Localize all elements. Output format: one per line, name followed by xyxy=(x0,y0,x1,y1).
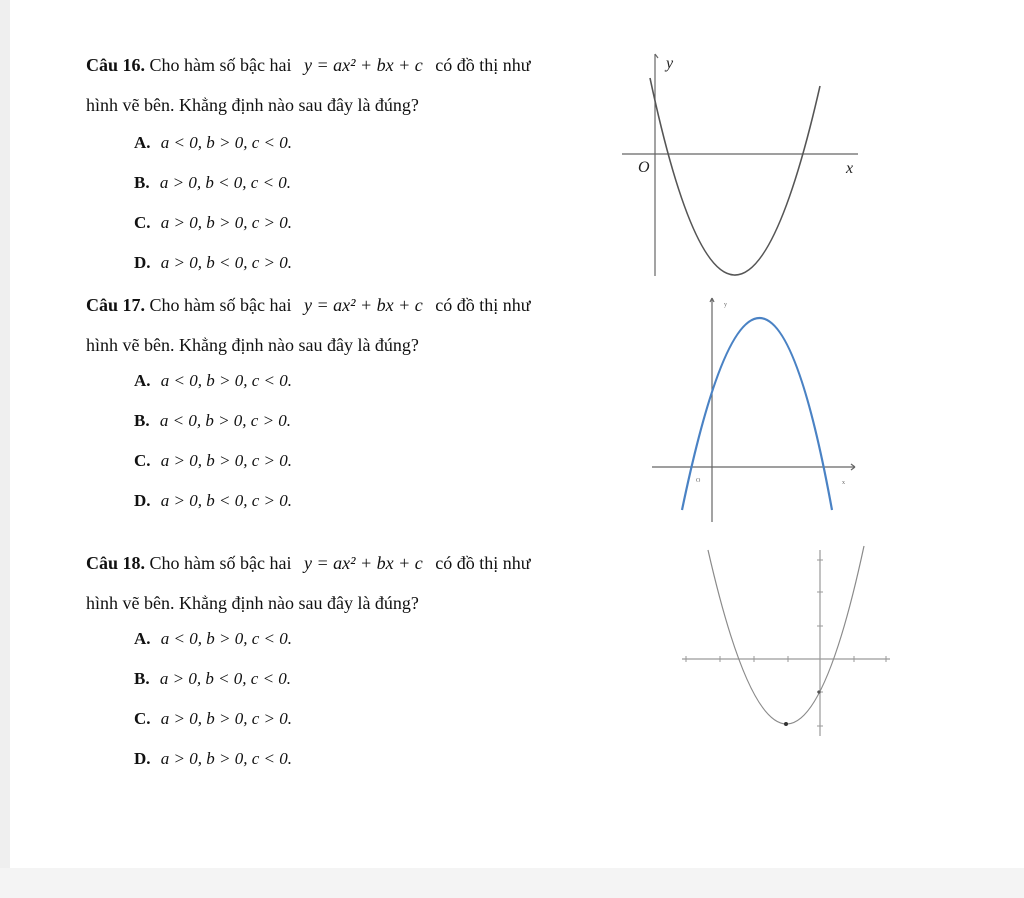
q16-stem-line2: hình vẽ bên. Khẳng định nào sau đây là đúng? xyxy=(86,95,419,115)
q18-option-d[interactable] xyxy=(134,748,292,770)
q17-option-a-label: A. xyxy=(134,371,151,390)
q16-option-d-text: a > 0, b < 0, c > 0. xyxy=(160,253,292,272)
q17-equation: y = ax² + bx + c xyxy=(304,295,423,315)
q18-vertex-point xyxy=(784,722,788,726)
q18-parabola xyxy=(708,546,864,724)
q16-option-b-text: a > 0, b < 0, c < 0. xyxy=(159,173,292,192)
q18-y-intercept-point xyxy=(817,690,820,693)
q18-stem-line2: hình vẽ bên. Khẳng định nào sau đây là đúng? xyxy=(86,593,419,613)
q18-stem-text: Cho hàm số bậc hai xyxy=(149,553,292,573)
q18-number: Câu 18. xyxy=(86,553,146,573)
q17-option-c-label: C. xyxy=(134,451,151,470)
q17-option-c-text: a > 0, b > 0, c > 0. xyxy=(160,451,292,470)
q18-equation: y = ax² + bx + c xyxy=(304,553,423,573)
q18-option-c-text: a > 0, b > 0, c > 0. xyxy=(160,709,292,728)
q18-option-c-label: C. xyxy=(134,709,151,728)
q17-option-a-text: a < 0, b > 0, c < 0. xyxy=(160,371,292,390)
q16-number: Câu 16. xyxy=(86,55,146,75)
q18-option-b-text: a > 0, b < 0, c < 0. xyxy=(159,669,292,688)
q17-option-b-label: B. xyxy=(134,411,150,430)
q16-option-a-text: a < 0, b > 0, c < 0. xyxy=(160,133,292,152)
q18-stem-line1 xyxy=(86,552,531,574)
q17-option-b-text: a < 0, b > 0, c > 0. xyxy=(159,411,292,430)
q18-option-a-text: a < 0, b > 0, c < 0. xyxy=(160,629,292,648)
q16-parabola xyxy=(650,78,820,275)
q18-option-d-label: D. xyxy=(134,749,151,768)
q16-stem-line1 xyxy=(86,54,531,76)
q17-option-d[interactable] xyxy=(134,490,292,512)
q17-stem-line2: hình vẽ bên. Khẳng định nào sau đây là đúng? xyxy=(86,335,419,355)
q17-option-d-text: a > 0, b < 0, c > 0. xyxy=(160,491,292,510)
q18-option-b-label: B. xyxy=(134,669,150,688)
q18-stem-tail: có đồ thị như xyxy=(435,553,531,573)
q16-option-b[interactable] xyxy=(134,172,291,194)
q16-stem-tail: có đồ thị như xyxy=(435,55,531,75)
page-bottom-margin xyxy=(0,868,1024,898)
q16-equation: y = ax² + bx + c xyxy=(304,55,423,75)
q16-option-a[interactable] xyxy=(134,132,292,154)
q16-option-c-text: a > 0, b > 0, c > 0. xyxy=(160,213,292,232)
q18-option-a-label: A. xyxy=(134,629,151,648)
q17-y-label: y xyxy=(724,302,727,308)
q17-stem-line1 xyxy=(86,294,531,316)
q18-option-b[interactable] xyxy=(134,668,291,690)
q18-option-d-text: a > 0, b > 0, c < 0. xyxy=(160,749,292,768)
q16-x-label: x xyxy=(846,160,854,177)
q16-option-c[interactable] xyxy=(134,212,292,234)
q17-option-d-label: D. xyxy=(134,491,151,510)
q17-option-c[interactable] xyxy=(134,450,292,472)
q17-x-label: x xyxy=(842,480,845,486)
q16-y-label: y xyxy=(666,55,674,72)
q18-graph xyxy=(678,546,894,738)
q16-graph xyxy=(620,48,870,280)
q16-option-a-label: A. xyxy=(134,133,151,152)
page-left-margin xyxy=(0,0,10,898)
q16-option-c-label: C. xyxy=(134,213,151,232)
q18-option-c[interactable] xyxy=(134,708,292,730)
q17-graph xyxy=(650,292,860,524)
q17-stem-text: Cho hàm số bậc hai xyxy=(149,295,292,315)
q17-parabola xyxy=(682,318,832,510)
q17-option-a[interactable] xyxy=(134,370,292,392)
q17-stem-tail: có đồ thị như xyxy=(435,295,531,315)
q16-option-d[interactable] xyxy=(134,252,292,274)
q18-option-a[interactable] xyxy=(134,628,292,650)
q16-option-d-label: D. xyxy=(134,253,151,272)
q17-number: Câu 17. xyxy=(86,295,146,315)
q16-origin-label: O xyxy=(638,159,650,176)
q17-option-b[interactable] xyxy=(134,410,291,432)
q17-origin-label: O xyxy=(696,478,701,484)
q16-stem-text: Cho hàm số bậc hai xyxy=(149,55,292,75)
q16-option-b-label: B. xyxy=(134,173,150,192)
